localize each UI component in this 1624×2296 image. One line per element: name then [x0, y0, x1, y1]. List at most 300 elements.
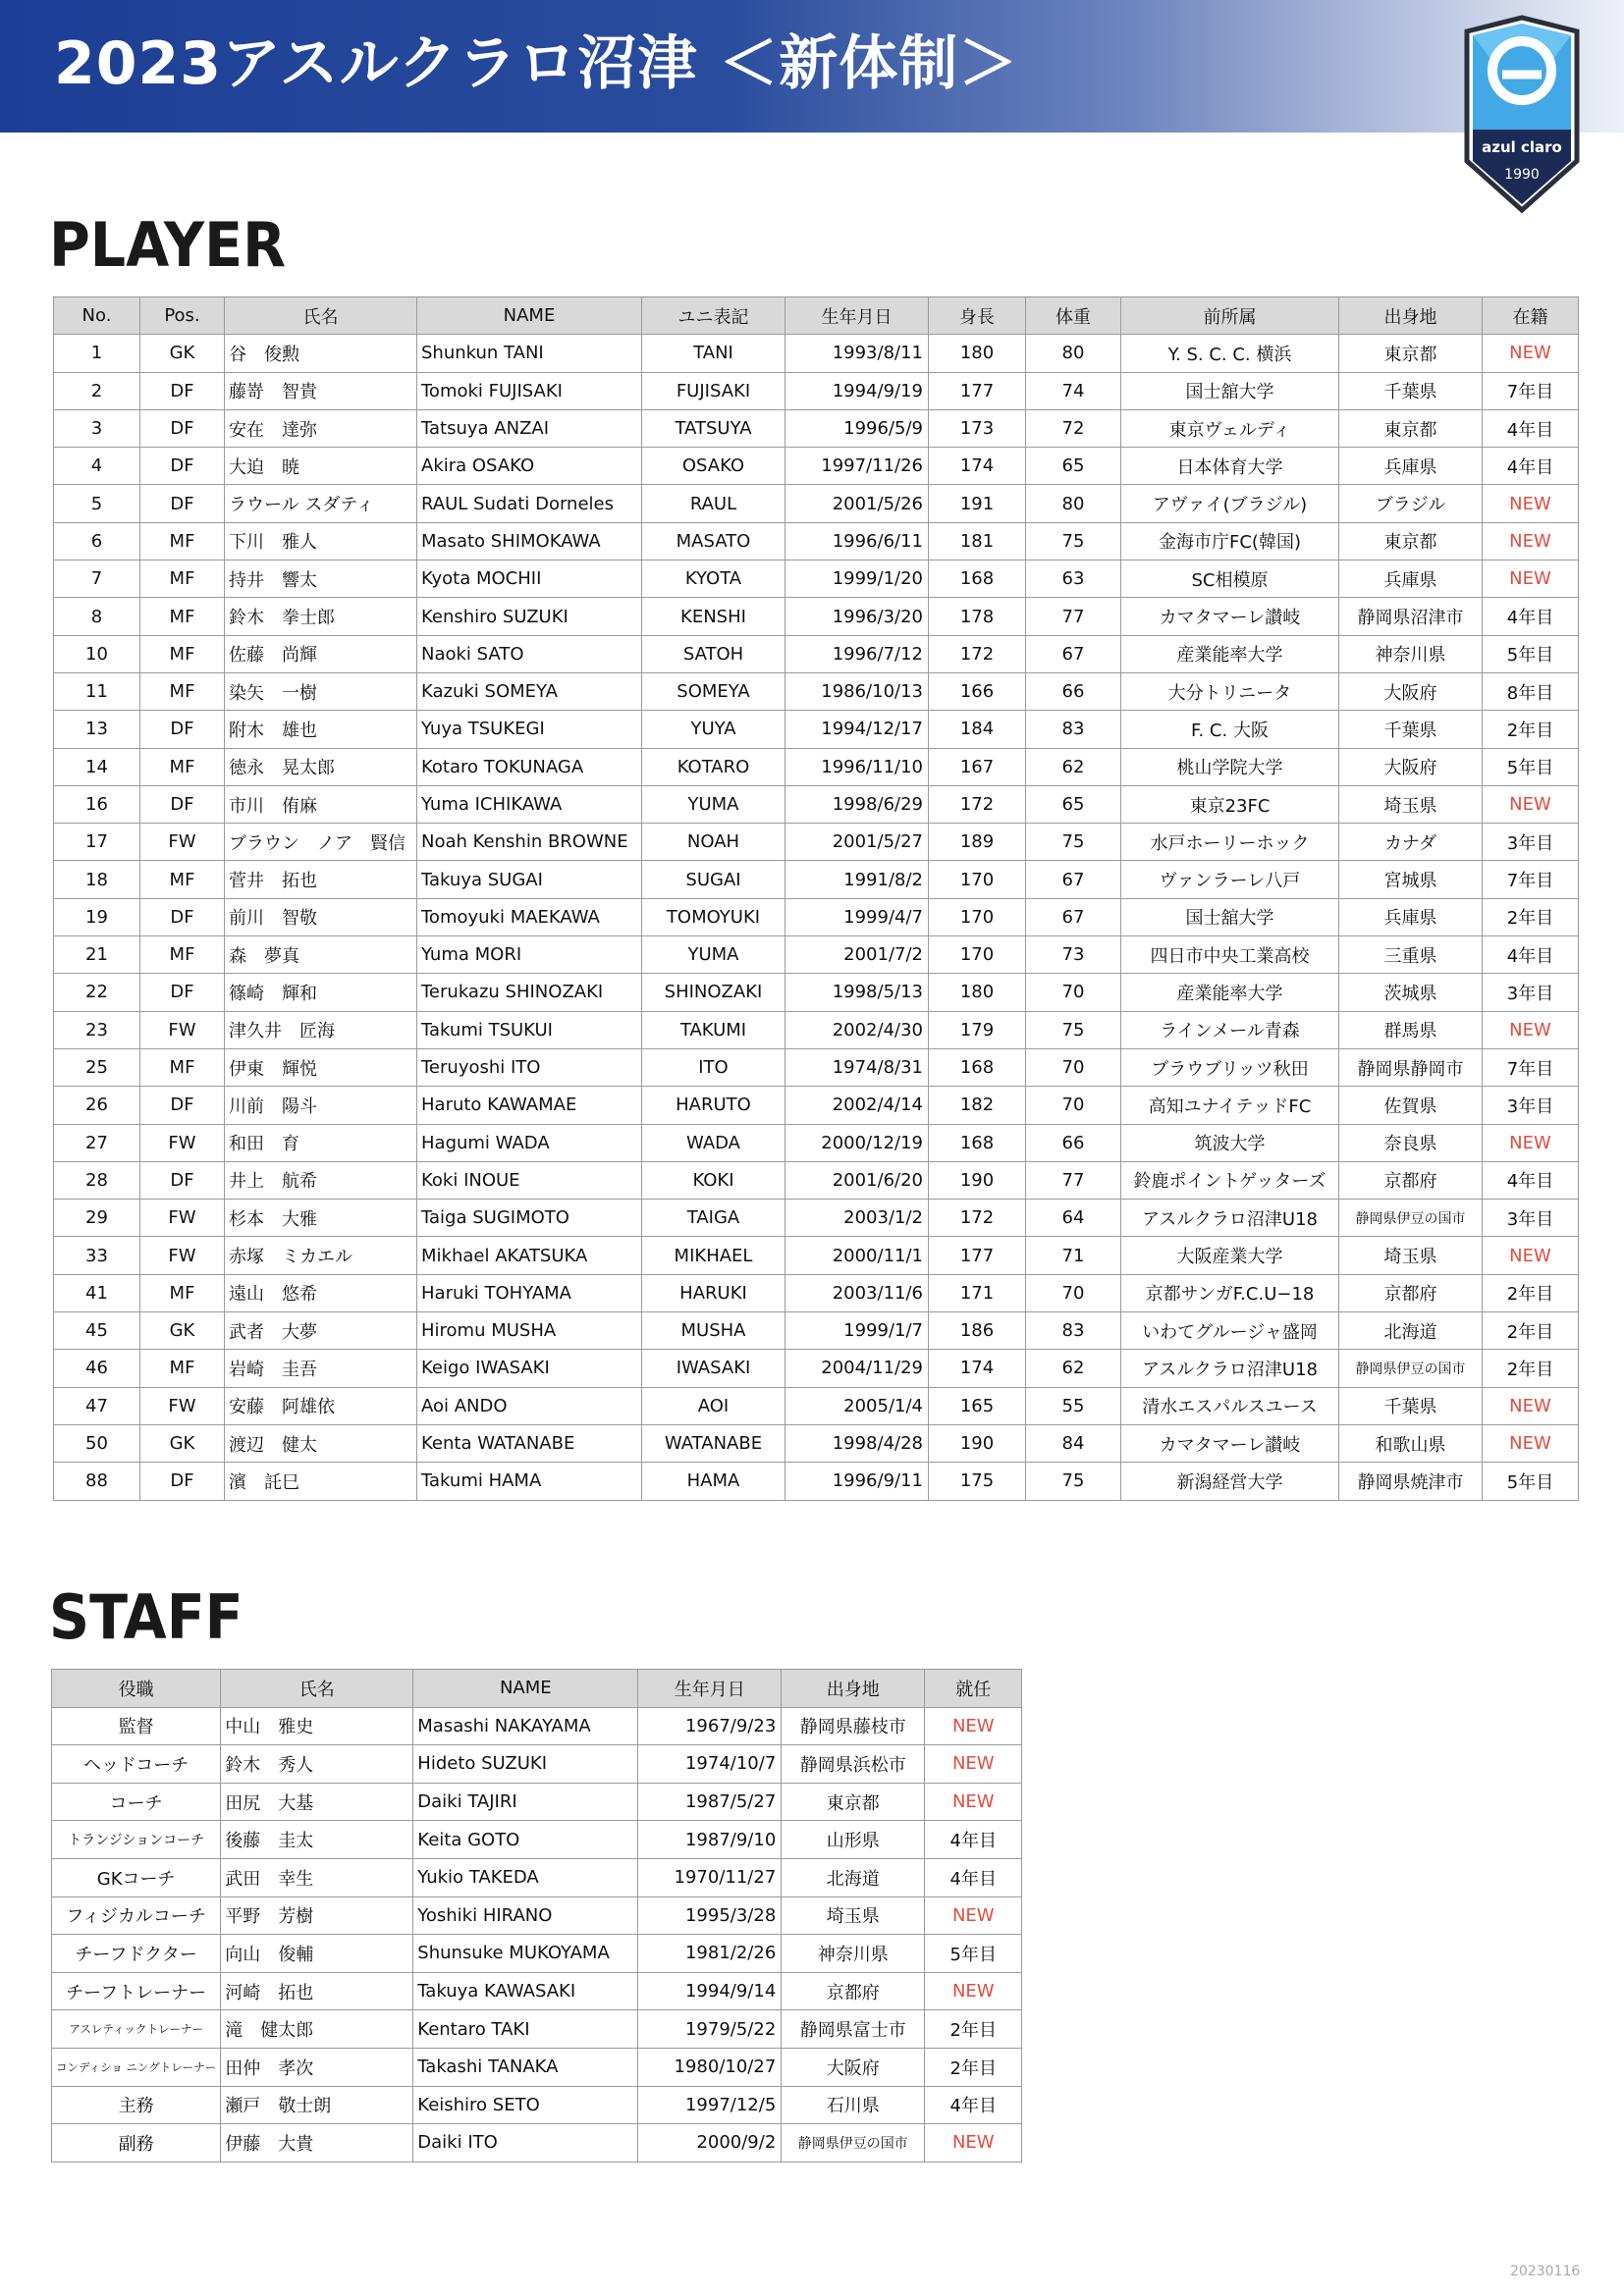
player-cell: AOI	[642, 1387, 785, 1424]
player-cell: 筑波大学	[1121, 1124, 1339, 1161]
player-cell: カマタマーレ讃岐	[1121, 1424, 1339, 1462]
player-cell: RAUL	[642, 485, 785, 522]
player-cell: 6	[54, 522, 140, 560]
player-cell: Noah Kenshin BROWNE	[417, 824, 642, 861]
player-cell: 75	[1026, 1011, 1121, 1048]
player-cell: YUMA	[642, 936, 785, 974]
player-row	[54, 372, 1579, 409]
player-cell: 5年目	[1483, 748, 1579, 785]
player-cell: 77	[1026, 598, 1121, 635]
player-cell: 大阪府	[1339, 748, 1483, 785]
staff-cell: 1970/11/27	[638, 1858, 782, 1896]
player-cell: 1993/8/11	[785, 335, 929, 372]
player-row	[54, 748, 1579, 785]
player-column-header: 在籍	[1483, 297, 1579, 335]
staff-cell: 4年目	[925, 2086, 1022, 2124]
player-cell: 鈴鹿ポイントゲッターズ	[1121, 1161, 1339, 1199]
player-cell: 森 夢真	[225, 936, 417, 974]
player-cell: MF	[140, 748, 225, 785]
staff-cell: 2000/9/2	[638, 2124, 782, 2163]
player-cell: 189	[929, 824, 1026, 861]
staff-cell: 4年目	[925, 1821, 1022, 1859]
staff-cell: 東京都	[782, 1783, 925, 1821]
player-cell: 4年目	[1483, 1161, 1579, 1199]
staff-cell: Keita GOTO	[413, 1821, 638, 1859]
player-cell: 74	[1026, 372, 1121, 409]
player-cell: カナダ	[1339, 824, 1483, 861]
player-cell: FW	[140, 1387, 225, 1424]
staff-cell: 北海道	[782, 1858, 925, 1896]
staff-cell: 神奈川県	[782, 1935, 925, 1973]
player-cell: 2002/4/30	[785, 1011, 929, 1048]
player-cell: 下川 雅人	[225, 522, 417, 560]
player-cell: 佐藤 尚輝	[225, 635, 417, 672]
player-cell: 附木 雄也	[225, 711, 417, 748]
player-cell: DF	[140, 409, 225, 447]
player-cell: 191	[929, 485, 1026, 522]
player-row	[54, 936, 1579, 974]
player-cell: 174	[929, 1350, 1026, 1387]
player-cell: 55	[1026, 1387, 1121, 1424]
player-cell: Terukazu SHINOZAKI	[417, 974, 642, 1011]
staff-cell: 1995/3/28	[638, 1896, 782, 1935]
player-cell: WATANABE	[642, 1424, 785, 1462]
player-cell: SHINOZAKI	[642, 974, 785, 1011]
player-cell: NEW	[1483, 785, 1579, 823]
player-cell: Yuma MORI	[417, 936, 642, 974]
staff-cell: 武田 幸生	[221, 1858, 413, 1896]
player-cell: 7年目	[1483, 372, 1579, 409]
staff-cell: コーチ	[52, 1783, 221, 1821]
player-cell: MF	[140, 1048, 225, 1086]
player-cell: 1997/11/26	[785, 448, 929, 485]
player-cell: 17	[54, 824, 140, 861]
player-cell: GK	[140, 1312, 225, 1350]
player-cell: FUJISAKI	[642, 372, 785, 409]
player-row	[54, 861, 1579, 898]
player-cell: ヴァンラーレ八戸	[1121, 861, 1339, 898]
player-row	[54, 1200, 1579, 1237]
player-cell: Koki INOUE	[417, 1161, 642, 1199]
staff-cell: Yukio TAKEDA	[413, 1858, 638, 1896]
player-cell: NEW	[1483, 335, 1579, 372]
player-cell: SATOH	[642, 635, 785, 672]
player-cell: Keigo IWASAKI	[417, 1350, 642, 1387]
player-cell: 産業能率大学	[1121, 635, 1339, 672]
player-cell: DF	[140, 448, 225, 485]
player-cell: MF	[140, 1350, 225, 1387]
player-cell: 7年目	[1483, 1048, 1579, 1086]
player-cell: Tatsuya ANZAI	[417, 409, 642, 447]
player-cell: NEW	[1483, 1424, 1579, 1462]
player-cell: 伊東 輝悦	[225, 1048, 417, 1086]
player-row	[54, 635, 1579, 672]
player-row	[54, 1350, 1579, 1387]
player-cell: 2年目	[1483, 898, 1579, 935]
player-cell: 77	[1026, 1161, 1121, 1199]
player-cell: 武者 大夢	[225, 1312, 417, 1350]
staff-cell: トランジションコーチ	[52, 1821, 221, 1859]
staff-cell: 1980/10/27	[638, 2048, 782, 2086]
player-cell: KYOTA	[642, 561, 785, 598]
player-cell: Mikhael AKATSUKA	[417, 1237, 642, 1274]
player-cell: 180	[929, 974, 1026, 1011]
player-cell: 3	[54, 409, 140, 447]
player-row	[54, 485, 1579, 522]
player-cell: KOKI	[642, 1161, 785, 1199]
player-cell: 4年目	[1483, 598, 1579, 635]
player-cell: FW	[140, 1124, 225, 1161]
player-cell: 三重県	[1339, 936, 1483, 974]
player-column-header: Pos.	[140, 297, 225, 335]
player-cell: 井上 航希	[225, 1161, 417, 1199]
player-cell: SOMEYA	[642, 672, 785, 710]
player-cell: 27	[54, 1124, 140, 1161]
player-cell: 和歌山県	[1339, 1424, 1483, 1462]
staff-row	[52, 2086, 1022, 2124]
player-cell: DF	[140, 1161, 225, 1199]
player-cell: 大迫 暁	[225, 448, 417, 485]
player-cell: Tomoki FUJISAKI	[417, 372, 642, 409]
club-logo	[1463, 14, 1581, 216]
staff-cell: ヘッドコーチ	[52, 1745, 221, 1784]
player-cell: 26	[54, 1087, 140, 1124]
staff-cell: Kentaro TAKI	[413, 2010, 638, 2049]
player-cell: 168	[929, 1124, 1026, 1161]
player-cell: 1996/5/9	[785, 409, 929, 447]
staff-cell: 後藤 圭太	[221, 1821, 413, 1859]
player-cell: KOTARO	[642, 748, 785, 785]
player-cell: 1994/9/19	[785, 372, 929, 409]
player-cell: 北海道	[1339, 1312, 1483, 1350]
player-cell: 3年目	[1483, 1087, 1579, 1124]
player-cell: 2003/1/2	[785, 1200, 929, 1237]
player-cell: 京都府	[1339, 1274, 1483, 1311]
player-cell: 5年目	[1483, 1463, 1579, 1500]
player-header-row	[54, 297, 1579, 335]
player-cell: Taiga SUGIMOTO	[417, 1200, 642, 1237]
player-cell: 1996/7/12	[785, 635, 929, 672]
player-cell: GK	[140, 335, 225, 372]
player-cell: 和田 育	[225, 1124, 417, 1161]
player-cell: 71	[1026, 1237, 1121, 1274]
player-cell: 80	[1026, 335, 1121, 372]
player-cell: 182	[929, 1087, 1026, 1124]
player-cell: MIKHAEL	[642, 1237, 785, 1274]
player-cell: 65	[1026, 448, 1121, 485]
player-cell: 兵庫県	[1339, 561, 1483, 598]
player-cell: 178	[929, 598, 1026, 635]
staff-cell: 1987/5/27	[638, 1783, 782, 1821]
player-cell: 2000/12/19	[785, 1124, 929, 1161]
player-row	[54, 1237, 1579, 1274]
player-row	[54, 1424, 1579, 1462]
player-cell: 兵庫県	[1339, 898, 1483, 935]
player-row	[54, 1161, 1579, 1199]
player-row	[54, 974, 1579, 1011]
player-cell: TAKUMI	[642, 1011, 785, 1048]
player-cell: 静岡県焼津市	[1339, 1463, 1483, 1500]
player-cell: アスルクラロ沼津U18	[1121, 1350, 1339, 1387]
player-cell: Haruto KAWAMAE	[417, 1087, 642, 1124]
staff-row	[52, 1858, 1022, 1896]
player-cell: 埼玉県	[1339, 785, 1483, 823]
player-cell: 3年目	[1483, 974, 1579, 1011]
player-column-header: 前所属	[1121, 297, 1339, 335]
staff-column-header: 役職	[52, 1670, 221, 1708]
player-cell: 水戸ホーリーホック	[1121, 824, 1339, 861]
staff-cell: 1967/9/23	[638, 1707, 782, 1745]
staff-cell: アスレティックトレーナー	[52, 2010, 221, 2049]
player-cell: 7年目	[1483, 861, 1579, 898]
player-cell: 2004/11/29	[785, 1350, 929, 1387]
player-cell: 京都サンガF.C.U−18	[1121, 1274, 1339, 1311]
player-cell: 62	[1026, 748, 1121, 785]
player-cell: DF	[140, 785, 225, 823]
player-cell: Masato SHIMOKAWA	[417, 522, 642, 560]
player-cell: DF	[140, 1463, 225, 1500]
player-cell: MF	[140, 635, 225, 672]
player-cell: Y. S. C. C. 横浜	[1121, 335, 1339, 372]
player-rows	[54, 335, 1579, 1500]
player-cell: 75	[1026, 1463, 1121, 1500]
staff-cell: 田尻 大基	[221, 1783, 413, 1821]
player-cell: 4年目	[1483, 448, 1579, 485]
player-cell: 東京ヴェルディ	[1121, 409, 1339, 447]
player-cell: YUYA	[642, 711, 785, 748]
player-cell: 22	[54, 974, 140, 1011]
player-cell: カマタマーレ讃岐	[1121, 598, 1339, 635]
staff-cell: 伊藤 大貴	[221, 2124, 413, 2163]
player-cell: DF	[140, 1087, 225, 1124]
player-cell: 静岡県伊豆の国市	[1339, 1350, 1483, 1387]
player-cell: 遠山 悠希	[225, 1274, 417, 1311]
player-cell: 菅井 拓也	[225, 861, 417, 898]
player-cell: WADA	[642, 1124, 785, 1161]
page-title: 2023アスルクラロ沼津 ＜新体制＞	[54, 29, 1019, 98]
player-cell: 10	[54, 635, 140, 672]
player-cell: 兵庫県	[1339, 448, 1483, 485]
title-banner	[0, 0, 1624, 133]
player-cell: 静岡県静岡市	[1339, 1048, 1483, 1086]
player-cell: ブラウン ノア 賢信	[225, 824, 417, 861]
player-row	[54, 672, 1579, 710]
player-cell: 190	[929, 1424, 1026, 1462]
staff-cell: 鈴木 秀人	[221, 1745, 413, 1784]
player-cell: 谷 俊勲	[225, 335, 417, 372]
staff-column-header: 氏名	[221, 1670, 413, 1708]
player-cell: 70	[1026, 1274, 1121, 1311]
player-cell: Kazuki SOMEYA	[417, 672, 642, 710]
player-cell: 65	[1026, 785, 1121, 823]
player-cell: MF	[140, 936, 225, 974]
player-cell: FW	[140, 1011, 225, 1048]
player-cell: MF	[140, 861, 225, 898]
player-cell: 179	[929, 1011, 1026, 1048]
player-cell: 高知ユナイテッドFC	[1121, 1087, 1339, 1124]
player-cell: 東京都	[1339, 522, 1483, 560]
staff-cell: 1997/12/5	[638, 2086, 782, 2124]
player-cell: 173	[929, 409, 1026, 447]
player-row	[54, 1274, 1579, 1311]
player-cell: 1998/5/13	[785, 974, 929, 1011]
player-cell: MF	[140, 672, 225, 710]
player-row	[54, 1011, 1579, 1048]
player-cell: Kyota MOCHII	[417, 561, 642, 598]
staff-table	[51, 1669, 1022, 2163]
staff-cell: 4年目	[925, 1858, 1022, 1896]
player-row	[54, 1387, 1579, 1424]
player-cell: NEW	[1483, 561, 1579, 598]
player-cell: 33	[54, 1237, 140, 1274]
player-cell: 170	[929, 936, 1026, 974]
player-cell: 21	[54, 936, 140, 974]
player-cell: 4年目	[1483, 409, 1579, 447]
player-cell: 埼玉県	[1339, 1237, 1483, 1274]
player-cell: 安在 達弥	[225, 409, 417, 447]
player-cell: NOAH	[642, 824, 785, 861]
player-cell: 29	[54, 1200, 140, 1237]
staff-cell: 瀬戸 敬士朗	[221, 2086, 413, 2124]
player-cell: Aoi ANDO	[417, 1387, 642, 1424]
player-cell: 神奈川県	[1339, 635, 1483, 672]
player-cell: HARUKI	[642, 1274, 785, 1311]
staff-column-header: 生年月日	[638, 1670, 782, 1708]
staff-row	[52, 1821, 1022, 1859]
player-cell: 前川 智敬	[225, 898, 417, 935]
player-cell: 国士舘大学	[1121, 898, 1339, 935]
player-cell: 静岡県伊豆の国市	[1339, 1200, 1483, 1237]
player-cell: MASATO	[642, 522, 785, 560]
player-cell: 80	[1026, 485, 1121, 522]
player-row	[54, 561, 1579, 598]
staff-row	[52, 2048, 1022, 2086]
player-cell: 16	[54, 785, 140, 823]
player-cell: 177	[929, 372, 1026, 409]
staff-cell: GKコーチ	[52, 1858, 221, 1896]
player-cell: 83	[1026, 1312, 1121, 1350]
player-cell: 1996/3/20	[785, 598, 929, 635]
player-cell: 桃山学院大学	[1121, 748, 1339, 785]
player-row	[54, 1463, 1579, 1500]
player-cell: 190	[929, 1161, 1026, 1199]
player-cell: DF	[140, 485, 225, 522]
player-cell: 新潟経営大学	[1121, 1463, 1339, 1500]
player-cell: TATSUYA	[642, 409, 785, 447]
player-cell: 23	[54, 1011, 140, 1048]
player-cell: ブラウブリッツ秋田	[1121, 1048, 1339, 1086]
player-cell: 藤嵜 智貴	[225, 372, 417, 409]
staff-cell: NEW	[925, 1707, 1022, 1745]
player-cell: 1999/4/7	[785, 898, 929, 935]
player-cell: 168	[929, 1048, 1026, 1086]
player-column-header: 氏名	[225, 297, 417, 335]
player-cell: KENSHI	[642, 598, 785, 635]
staff-row	[52, 1745, 1022, 1784]
player-cell: 83	[1026, 711, 1121, 748]
staff-column-header: NAME	[413, 1670, 638, 1708]
player-cell: SUGAI	[642, 861, 785, 898]
player-cell: 64	[1026, 1200, 1121, 1237]
player-cell: Takuya SUGAI	[417, 861, 642, 898]
staff-cell: NEW	[925, 1783, 1022, 1821]
player-cell: 175	[929, 1463, 1026, 1500]
player-cell: NEW	[1483, 1387, 1579, 1424]
player-column-header: 体重	[1026, 297, 1121, 335]
player-row	[54, 448, 1579, 485]
player-cell: 2001/7/2	[785, 936, 929, 974]
player-cell: 62	[1026, 1350, 1121, 1387]
player-cell: 172	[929, 635, 1026, 672]
player-cell: 70	[1026, 1048, 1121, 1086]
staff-cell: 1994/9/14	[638, 1972, 782, 2010]
staff-cell: 静岡県富士市	[782, 2010, 925, 2049]
player-cell: Akira OSAKO	[417, 448, 642, 485]
player-cell: 4年目	[1483, 936, 1579, 974]
staff-cell: 滝 健太郎	[221, 2010, 413, 2049]
player-cell: Yuya TSUKEGI	[417, 711, 642, 748]
staff-section-title: STAFF	[49, 1581, 244, 1653]
player-cell: MF	[140, 561, 225, 598]
player-cell: 持井 響太	[225, 561, 417, 598]
player-cell: NEW	[1483, 522, 1579, 560]
player-cell: 1	[54, 335, 140, 372]
player-row	[54, 711, 1579, 748]
player-cell: 1996/9/11	[785, 1463, 929, 1500]
player-cell: 25	[54, 1048, 140, 1086]
player-column-header: No.	[54, 297, 140, 335]
player-cell: Hagumi WADA	[417, 1124, 642, 1161]
player-row	[54, 1124, 1579, 1161]
player-cell: TOMOYUKI	[642, 898, 785, 935]
staff-cell: NEW	[925, 2124, 1022, 2163]
player-cell: RAUL Sudati Dorneles	[417, 485, 642, 522]
player-cell: 2年目	[1483, 1274, 1579, 1311]
player-cell: ブラジル	[1339, 485, 1483, 522]
staff-cell: 1987/9/10	[638, 1821, 782, 1859]
player-column-header: 出身地	[1339, 297, 1483, 335]
player-section-title: PLAYER	[49, 209, 287, 281]
staff-column-header: 出身地	[782, 1670, 925, 1708]
player-cell: Kotaro TOKUNAGA	[417, 748, 642, 785]
staff-cell: 石川県	[782, 2086, 925, 2124]
player-cell: 佐賀県	[1339, 1087, 1483, 1124]
player-cell: 8年目	[1483, 672, 1579, 710]
staff-cell: チーフトレーナー	[52, 1972, 221, 2010]
staff-row	[52, 1972, 1022, 2010]
player-cell: 東京23FC	[1121, 785, 1339, 823]
player-cell: IWASAKI	[642, 1350, 785, 1387]
player-row	[54, 1087, 1579, 1124]
player-cell: 46	[54, 1350, 140, 1387]
staff-row	[52, 2124, 1022, 2163]
player-cell: 4	[54, 448, 140, 485]
staff-cell: Keishiro SETO	[413, 2086, 638, 2124]
player-cell: 19	[54, 898, 140, 935]
player-cell: 赤塚 ミカエル	[225, 1237, 417, 1274]
player-cell: HARUTO	[642, 1087, 785, 1124]
player-cell: 84	[1026, 1424, 1121, 1462]
player-cell: 88	[54, 1463, 140, 1500]
staff-cell: 田仲 孝次	[221, 2048, 413, 2086]
player-cell: Kenta WATANABE	[417, 1424, 642, 1462]
staff-cell: 中山 雅史	[221, 1707, 413, 1745]
player-row	[54, 409, 1579, 447]
player-cell: FW	[140, 1237, 225, 1274]
player-cell: 172	[929, 1200, 1026, 1237]
player-cell: SC相模原	[1121, 561, 1339, 598]
player-cell: Naoki SATO	[417, 635, 642, 672]
